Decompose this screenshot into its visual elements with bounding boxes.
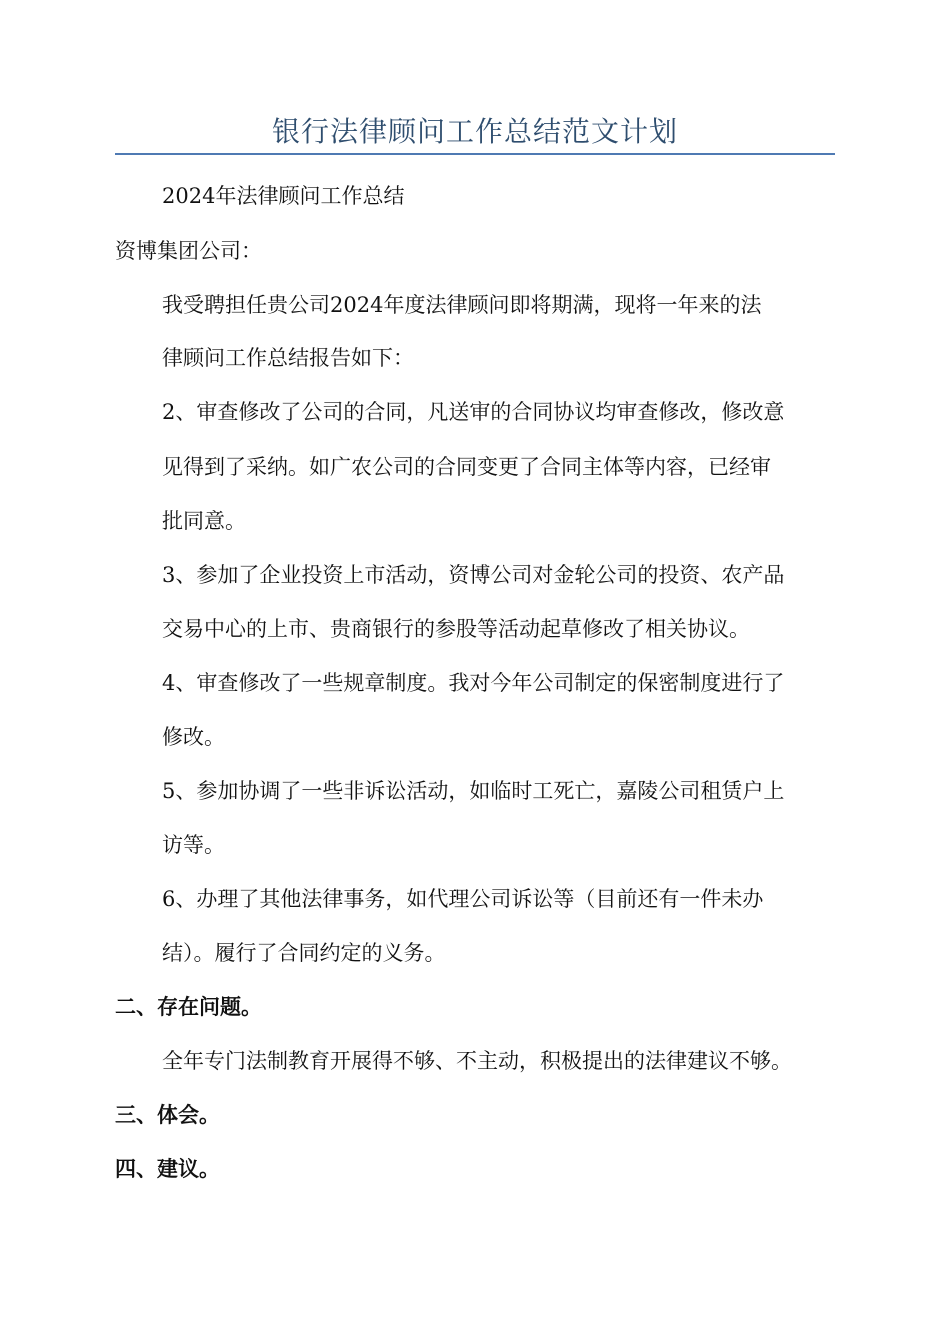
section-heading-suggestions: 四、建议。 [115, 1157, 220, 1181]
item2-line-1: 2、审查修改了公司的合同，凡送审的合同协议均审查修改，修改意 [162, 400, 785, 424]
subtitle-line: 2024年法律顾问工作总结 [162, 184, 405, 208]
intro-line-2: 律顾问工作总结报告如下： [162, 346, 414, 370]
item5-line-2: 访等。 [162, 833, 225, 857]
item4-line-1: 4、审查修改了一些规章制度。我对今年公司制定的保密制度进行了 [162, 671, 785, 695]
item6-line-2: 结）。履行了合同约定的义务。 [162, 941, 446, 965]
title-underline [115, 153, 835, 155]
item3-line-1: 3、参加了企业投资上市活动，资博公司对金轮公司的投资、农产品 [162, 563, 785, 587]
section-heading-problems: 二、存在问题。 [115, 995, 262, 1019]
salutation-line: 资博集团公司： [115, 239, 262, 263]
item2-line-3: 批同意。 [162, 509, 246, 533]
item3-line-2: 交易中心的上市、贵商银行的参股等活动起草修改了相关协议。 [162, 617, 750, 641]
item4-line-2: 修改。 [162, 725, 225, 749]
item6-line-1: 6、办理了其他法律事务，如代理公司诉讼等（目前还有一件未办 [162, 887, 764, 911]
section-heading-experience: 三、体会。 [115, 1103, 220, 1127]
item5-line-1: 5、参加协调了一些非诉讼活动，如临时工死亡，嘉陵公司租赁户上 [162, 779, 785, 803]
document-title: 银行法律顾问工作总结范文计划 [271, 115, 678, 148]
problems-text: 全年专门法制教育开展得不够、不主动，积极提出的法律建议不够。 [162, 1049, 792, 1073]
item2-line-2: 见得到了采纳。如广农公司的合同变更了合同主体等内容，已经审 [162, 455, 771, 479]
intro-line-1: 我受聘担任贵公司2024年度法律顾问即将期满，现将一年来的法 [162, 293, 762, 317]
